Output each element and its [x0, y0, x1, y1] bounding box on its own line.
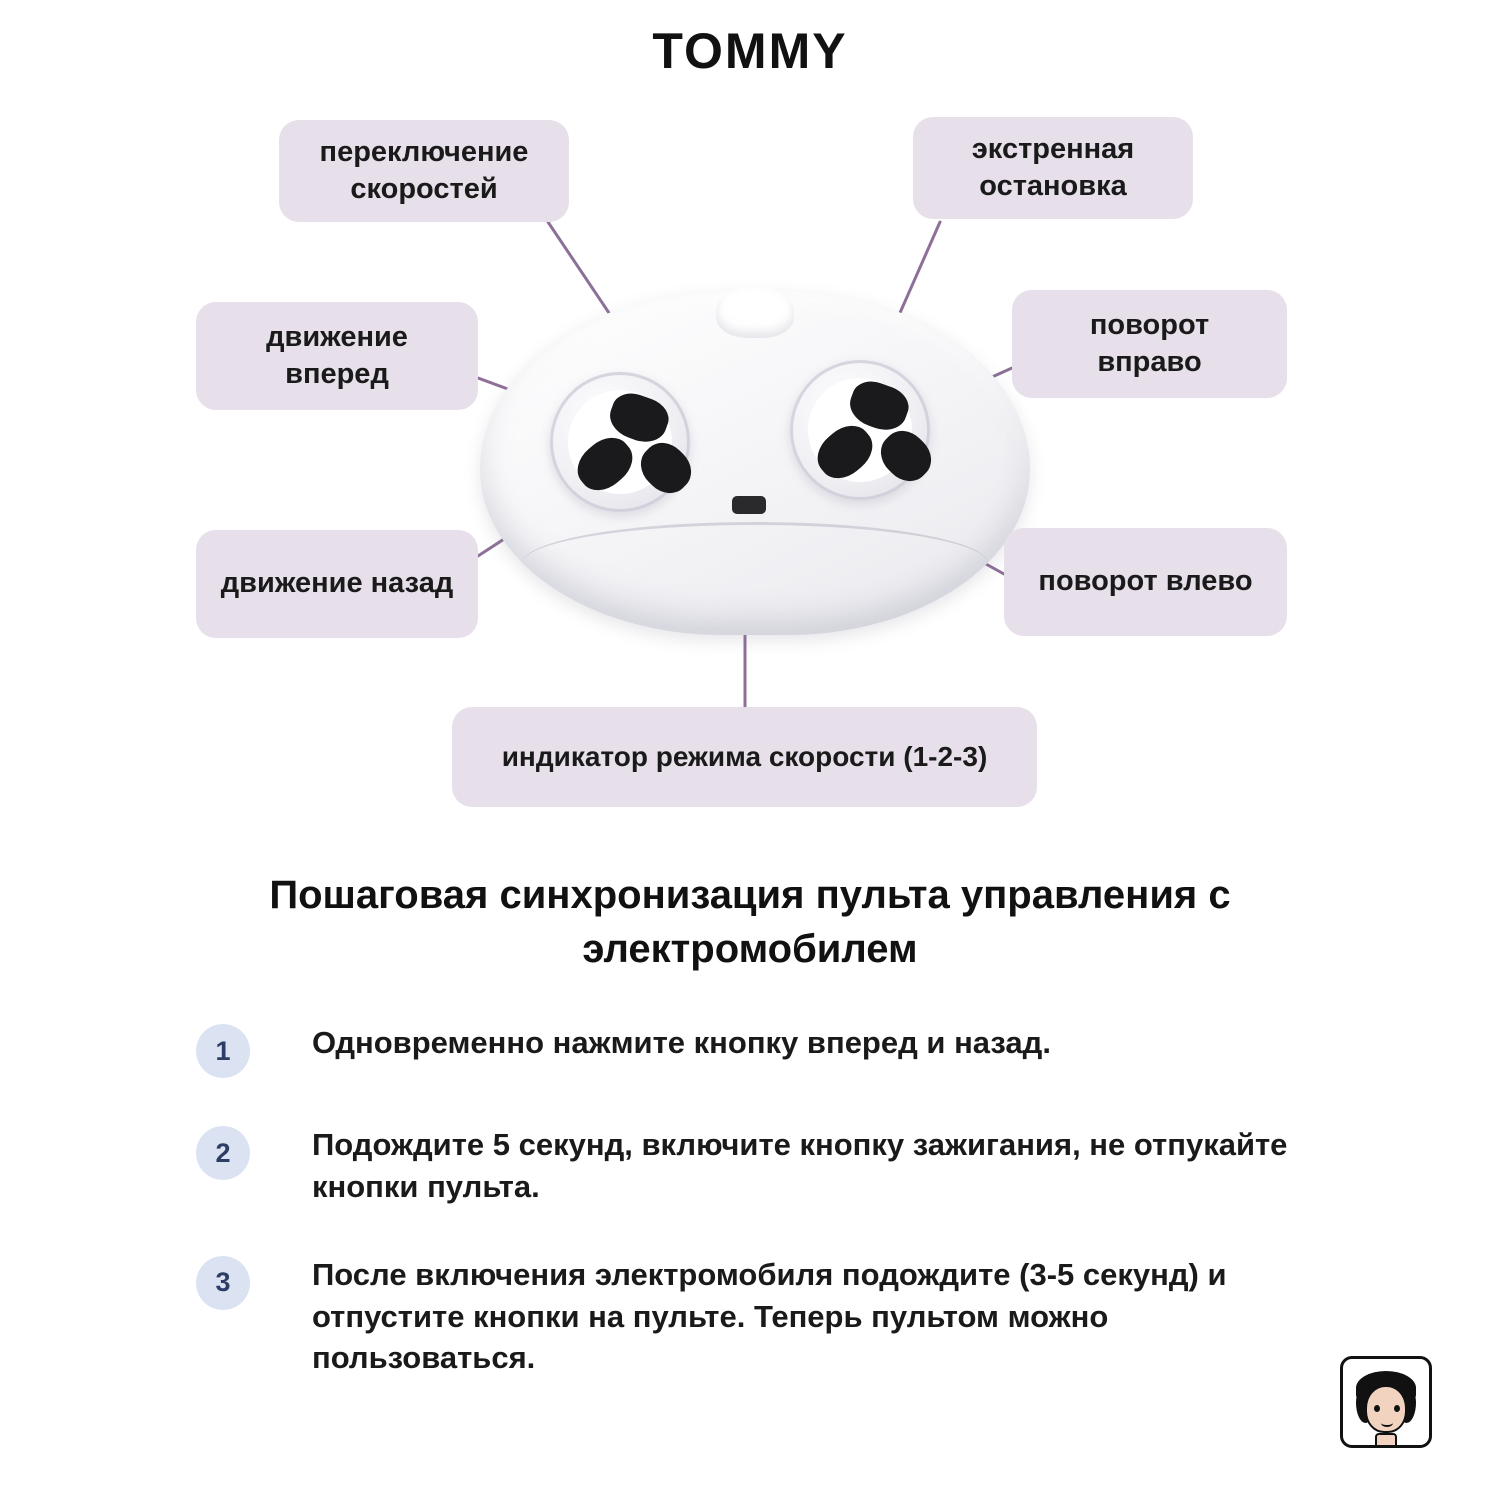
left-pad-core	[568, 390, 672, 494]
speed-indicator-led	[732, 496, 766, 514]
callout-speed-indicator: индикатор режима скорости (1-2-3)	[452, 707, 1037, 807]
right-pad-core	[808, 378, 912, 482]
callout-speed-switch: переключение скоростей	[279, 120, 569, 222]
step-item	[196, 1022, 1336, 1078]
right-pad-blade-left	[809, 417, 882, 488]
right-joystick-pad[interactable]	[790, 360, 930, 500]
step-text: Одновременно нажмите кнопку вперед и назад.	[312, 1025, 1051, 1060]
remote-top-notch	[716, 286, 794, 338]
callout-turn-right: поворот вправо	[1012, 290, 1287, 398]
step-item	[196, 1124, 1336, 1208]
left-joystick-pad[interactable]	[550, 372, 690, 512]
step-text: Подождите 5 секунд, включите кнопку зажигания, не отпукайте кнопки пульта.	[312, 1127, 1288, 1204]
callout-backward: движение назад	[196, 530, 478, 638]
step-number-badge: 2	[196, 1126, 250, 1180]
mascot-mouth-icon	[1381, 1419, 1393, 1427]
mascot-neck-icon	[1375, 1433, 1397, 1445]
remote-seam	[522, 522, 988, 605]
section-title: Пошаговая синхронизация пульта управления с электромобилем	[269, 873, 1231, 971]
step-text: После включения электромобиля подождите (3-5 секунд) и отпустите кнопки на пульте. Теперь пультом можно пользоваться.	[312, 1256, 1227, 1376]
callout-emergency-stop: экстренная остановка	[913, 117, 1193, 219]
callout-forward: движение вперед	[196, 302, 478, 410]
step-item	[196, 1254, 1336, 1380]
remote-control-image	[480, 290, 1030, 635]
mascot-eye-left-icon	[1374, 1405, 1380, 1412]
steps-list	[196, 1022, 1336, 1425]
callout-turn-left: поворот влево	[1004, 528, 1287, 636]
brand-mascot-icon	[1340, 1356, 1432, 1448]
brand-title: TOMMY	[652, 23, 848, 79]
left-pad-blade-left	[569, 429, 642, 500]
step-number-badge: 1	[196, 1024, 250, 1078]
mascot-eye-right-icon	[1394, 1405, 1400, 1412]
step-number-badge: 3	[196, 1256, 250, 1310]
